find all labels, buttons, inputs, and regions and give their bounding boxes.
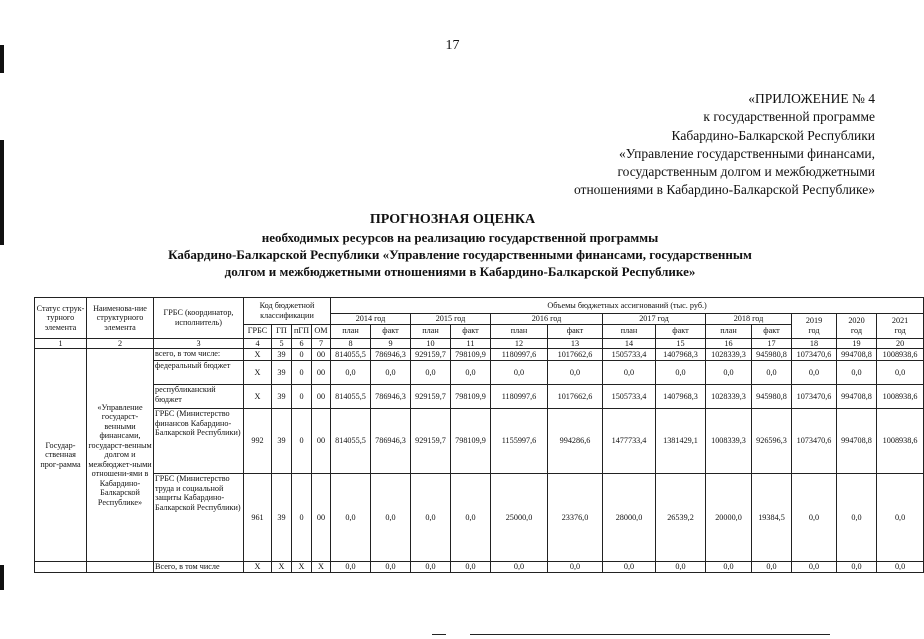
value-cell: 1028339,3 xyxy=(706,349,752,361)
value-cell: 26539,2 xyxy=(656,474,706,562)
year-number: 2021 xyxy=(891,316,909,326)
value-cell: 0,0 xyxy=(371,562,411,573)
header-grbs: ГРБС (координатор, исполнитель) xyxy=(154,298,244,339)
header-year: 2018 год xyxy=(706,314,792,325)
value-cell: 0,0 xyxy=(877,474,924,562)
table-row xyxy=(35,474,924,562)
code-cell: 39 xyxy=(272,474,292,562)
header-plan: план xyxy=(706,324,752,338)
header-year: 2014 год xyxy=(331,314,411,325)
value-cell: 0,0 xyxy=(411,361,451,385)
subtitle-line: необходимых ресурсов на реализацию государственной программы xyxy=(261,230,659,245)
scan-edge-mark xyxy=(0,140,4,245)
code-cell: 00 xyxy=(312,409,331,474)
header-fact: факт xyxy=(548,324,603,338)
column-number: 3 xyxy=(154,338,244,349)
column-number: 6 xyxy=(292,338,312,349)
column-number: 13 xyxy=(548,338,603,349)
value-cell: 814055,5 xyxy=(331,409,371,474)
element-name-cell xyxy=(87,562,154,573)
code-cell: X xyxy=(244,349,272,361)
column-number: 7 xyxy=(312,338,331,349)
grbs-cell: республиканский бюджет xyxy=(154,385,244,409)
column-number: 9 xyxy=(371,338,411,349)
column-number: 16 xyxy=(706,338,752,349)
appendix-line: «ПРИЛОЖЕНИЕ № 4 xyxy=(748,91,875,106)
value-cell: 994708,8 xyxy=(837,385,877,409)
value-cell: 994708,8 xyxy=(837,349,877,361)
code-cell: 0 xyxy=(292,361,312,385)
column-number: 18 xyxy=(792,338,837,349)
value-cell: 798109,9 xyxy=(451,409,491,474)
header-code-col: ОМ xyxy=(312,324,331,338)
value-cell: 1155997,6 xyxy=(491,409,548,474)
value-cell: 798109,9 xyxy=(451,385,491,409)
code-cell: 00 xyxy=(312,349,331,361)
column-number: 17 xyxy=(752,338,792,349)
code-cell: 39 xyxy=(272,349,292,361)
column-number: 8 xyxy=(331,338,371,349)
value-cell: 929159,7 xyxy=(411,349,451,361)
year-number: 2020 xyxy=(848,316,865,326)
value-cell: 0,0 xyxy=(706,562,752,573)
code-cell: X xyxy=(272,562,292,573)
appendix-line: государственным долгом и межбюджетными xyxy=(617,164,875,180)
value-cell: 786946,3 xyxy=(371,349,411,361)
value-cell: 1008938,6 xyxy=(877,409,924,474)
code-cell: X xyxy=(312,562,331,573)
value-cell: 0,0 xyxy=(451,474,491,562)
grbs-cell: федеральный бюджет xyxy=(154,361,244,385)
header-year xyxy=(877,314,924,339)
value-cell: 0,0 xyxy=(371,361,411,385)
header-plan: план xyxy=(491,324,548,338)
value-cell: 0,0 xyxy=(706,361,752,385)
subtitle-line: долгом и межбюджетными отношениями в Кабардино-Балкарской Республике» xyxy=(224,264,696,279)
value-cell: 28000,0 xyxy=(603,474,656,562)
subtitle-line: Кабардино-Балкарской Республики «Управление государственными финансами, государственным xyxy=(168,247,752,262)
header-year: 2017 год xyxy=(603,314,706,325)
grbs-cell: всего, в том числе: xyxy=(154,349,244,361)
value-cell: 786946,3 xyxy=(371,409,411,474)
document-title: ПРОГНОЗНАЯ ОЦЕНКА xyxy=(369,212,536,227)
header-volumes: Объемы бюджетных ассигнований (тыс. руб.) xyxy=(331,298,924,314)
appendix-line: Кабардино-Балкарской Республики xyxy=(671,127,875,143)
appendix-line: отношениями в Кабардино-Балкарской Республике» xyxy=(573,182,875,198)
value-cell: 0,0 xyxy=(877,562,924,573)
year-number: 2019 xyxy=(805,316,823,326)
value-cell: 1073470,6 xyxy=(792,385,837,409)
code-cell: 39 xyxy=(272,385,292,409)
value-cell: 994708,8 xyxy=(837,409,877,474)
header-plan: план xyxy=(411,324,451,338)
value-cell: 994286,6 xyxy=(548,409,603,474)
value-cell: 945980,8 xyxy=(752,385,792,409)
year-word: год xyxy=(894,325,906,335)
code-cell: 39 xyxy=(272,361,292,385)
value-cell: 0,0 xyxy=(548,361,603,385)
value-cell: 1381429,1 xyxy=(656,409,706,474)
value-cell: 0,0 xyxy=(752,361,792,385)
value-cell: 929159,7 xyxy=(411,409,451,474)
value-cell: 786946,3 xyxy=(371,385,411,409)
header-fact: факт xyxy=(656,324,706,338)
header-fact: факт xyxy=(752,324,792,338)
value-cell: 1073470,6 xyxy=(792,409,837,474)
value-cell: 1008938,6 xyxy=(877,385,924,409)
header-fact: факт xyxy=(451,324,491,338)
scan-dash xyxy=(470,634,830,635)
column-number: 1 xyxy=(35,338,87,349)
column-number: 2 xyxy=(87,338,154,349)
value-cell: 0,0 xyxy=(752,562,792,573)
value-cell: 0,0 xyxy=(491,361,548,385)
code-cell: 0 xyxy=(292,409,312,474)
value-cell: 0,0 xyxy=(331,474,371,562)
value-cell: 0,0 xyxy=(371,474,411,562)
header-year: 2016 год xyxy=(491,314,603,325)
table-row xyxy=(35,361,924,385)
appendix-line: «Управление государственными финансами, xyxy=(619,145,875,161)
value-cell: 798109,9 xyxy=(451,349,491,361)
scan-dash xyxy=(432,634,446,635)
value-cell: 1477733,4 xyxy=(603,409,656,474)
column-number: 14 xyxy=(603,338,656,349)
header-status: Статус струк-турного элемента xyxy=(35,298,87,339)
column-number: 4 xyxy=(244,338,272,349)
header-plan: план xyxy=(331,324,371,338)
value-cell: 0,0 xyxy=(331,361,371,385)
value-cell: 0,0 xyxy=(656,361,706,385)
code-cell: 0 xyxy=(292,474,312,562)
code-cell: 39 xyxy=(272,409,292,474)
value-cell: 0,0 xyxy=(411,562,451,573)
header-year xyxy=(837,314,877,339)
column-number: 10 xyxy=(411,338,451,349)
value-cell: 1505733,4 xyxy=(603,349,656,361)
header-year xyxy=(792,314,837,339)
code-cell: X xyxy=(292,562,312,573)
value-cell: 929159,7 xyxy=(411,385,451,409)
table-row xyxy=(35,409,924,474)
value-cell: 1073470,6 xyxy=(792,349,837,361)
value-cell: 25000,0 xyxy=(491,474,548,562)
value-cell: 0,0 xyxy=(451,562,491,573)
grbs-cell: ГРБС (Министерство труда и социальной защиты Кабардино-Балкарской Республики) xyxy=(154,474,244,562)
value-cell: 1407968,3 xyxy=(656,349,706,361)
value-cell: 814055,5 xyxy=(331,385,371,409)
status-cell: Государ-ственная прог-рамма xyxy=(35,349,87,562)
value-cell: 0,0 xyxy=(411,474,451,562)
value-cell: 0,0 xyxy=(792,474,837,562)
value-cell: 20000,0 xyxy=(706,474,752,562)
column-number-row xyxy=(35,338,924,349)
value-cell: 814055,5 xyxy=(331,349,371,361)
value-cell: 23376,0 xyxy=(548,474,603,562)
header-budget-code: Код бюджетной классификации xyxy=(244,298,331,325)
code-cell: 00 xyxy=(312,474,331,562)
value-cell: 1008938,6 xyxy=(877,349,924,361)
value-cell: 0,0 xyxy=(548,562,603,573)
budget-table xyxy=(34,297,924,573)
code-cell: X xyxy=(244,562,272,573)
value-cell: 0,0 xyxy=(603,562,656,573)
grbs-cell: Всего, в том числе xyxy=(154,562,244,573)
year-word: год xyxy=(808,325,820,335)
value-cell: 926596,3 xyxy=(752,409,792,474)
year-word: год xyxy=(850,325,863,335)
code-cell: 961 xyxy=(244,474,272,562)
value-cell: 0,0 xyxy=(877,361,924,385)
value-cell: 0,0 xyxy=(837,562,877,573)
value-cell: 0,0 xyxy=(837,474,877,562)
value-cell: 1505733,4 xyxy=(603,385,656,409)
value-cell: 0,0 xyxy=(491,562,548,573)
header-fact: факт xyxy=(371,324,411,338)
value-cell: 0,0 xyxy=(792,562,837,573)
status-cell xyxy=(35,562,87,573)
appendix-line: к государственной программе xyxy=(703,109,875,125)
appendix-block xyxy=(455,90,875,200)
code-cell: 0 xyxy=(292,385,312,409)
value-cell: 1180997,6 xyxy=(491,349,548,361)
column-number: 19 xyxy=(837,338,877,349)
code-cell: X xyxy=(244,385,272,409)
value-cell: 1180997,6 xyxy=(491,385,548,409)
value-cell: 1008339,3 xyxy=(706,409,752,474)
table-row xyxy=(35,349,924,361)
document-subtitle xyxy=(60,229,860,280)
value-cell: 1017662,6 xyxy=(548,385,603,409)
value-cell: 0,0 xyxy=(837,361,877,385)
code-cell: 992 xyxy=(244,409,272,474)
code-cell: 0 xyxy=(292,349,312,361)
value-cell: 1017662,6 xyxy=(548,349,603,361)
value-cell: 0,0 xyxy=(656,562,706,573)
value-cell: 0,0 xyxy=(331,562,371,573)
page-number: 17 xyxy=(445,38,460,53)
column-number: 20 xyxy=(877,338,924,349)
value-cell: 19384,5 xyxy=(752,474,792,562)
column-number: 5 xyxy=(272,338,292,349)
grbs-cell: ГРБС (Министерство финансов Кабардино-Балкарской Республики) xyxy=(154,409,244,474)
code-cell: 00 xyxy=(312,385,331,409)
value-cell: 1407968,3 xyxy=(656,385,706,409)
header-plan: план xyxy=(603,324,656,338)
header-code-col: ГРБС xyxy=(244,324,272,338)
header-code-col: ГП xyxy=(272,324,292,338)
value-cell: 945980,8 xyxy=(752,349,792,361)
code-cell: X xyxy=(244,361,272,385)
code-cell: 00 xyxy=(312,361,331,385)
column-number: 15 xyxy=(656,338,706,349)
table-row xyxy=(35,562,924,573)
value-cell: 0,0 xyxy=(451,361,491,385)
table-row xyxy=(35,385,924,409)
column-number: 11 xyxy=(451,338,491,349)
column-number: 12 xyxy=(491,338,548,349)
value-cell: 1028339,3 xyxy=(706,385,752,409)
element-name-cell: «Управление государст-венными финансами, государст-венным долгом и межбюджет-ными отношени-ями в Кабардино-Балкарской Республике» xyxy=(87,349,154,562)
header-year: 2015 год xyxy=(411,314,491,325)
value-cell: 0,0 xyxy=(603,361,656,385)
header-code-col: пГП xyxy=(292,324,312,338)
scan-edge-mark xyxy=(0,565,4,590)
value-cell: 0,0 xyxy=(792,361,837,385)
header-element-name: Наименова-ние структурного элемента xyxy=(87,298,154,339)
